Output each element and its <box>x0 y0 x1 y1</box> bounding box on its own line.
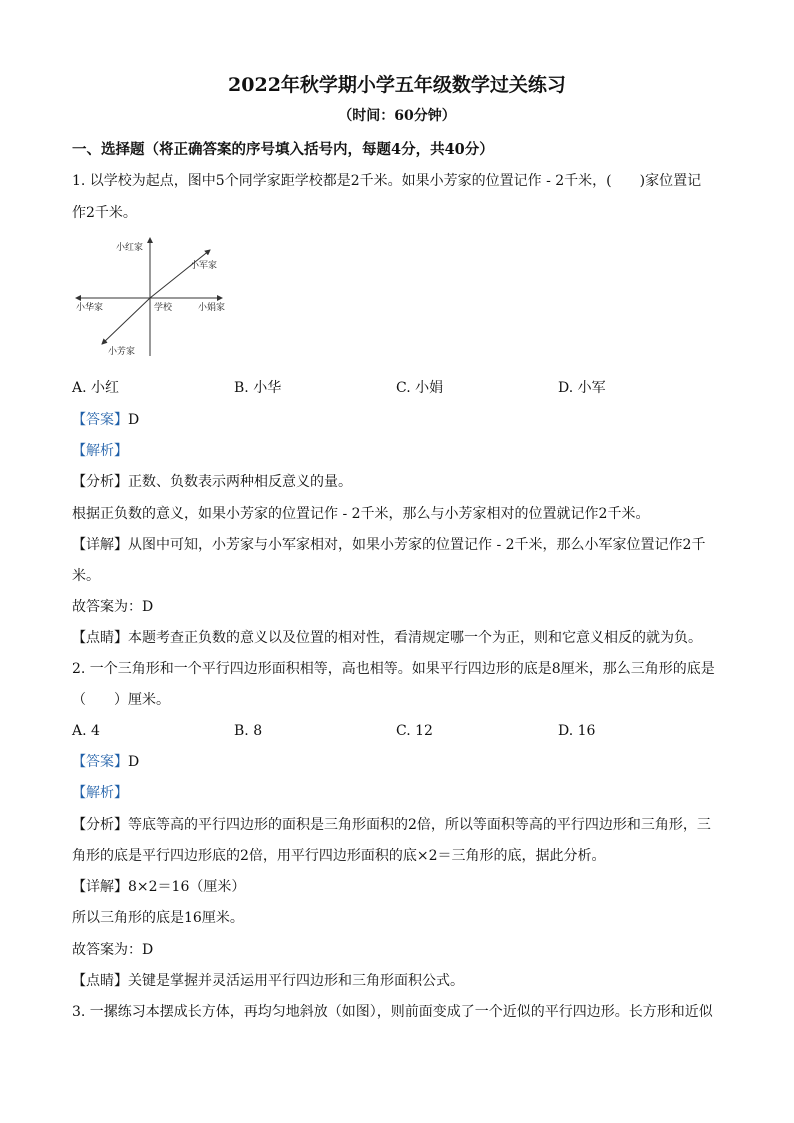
xiangjie-tag: 【详解】 <box>72 537 128 553</box>
q2-xiangjie <box>72 877 245 897</box>
label-fang: 小芳家 <box>108 347 136 357</box>
q2-option-c: C. 12 <box>396 723 433 739</box>
label-juan: 小娟家 <box>198 303 226 313</box>
label-hua: 小华家 <box>76 303 104 313</box>
q2-stem-line1: 2. 一个三角形和一个平行四边形面积相等，高也相等。如果平行四边形的底是8厘米，那么三角形的底是 <box>72 661 715 677</box>
q2-analysis-tag <box>72 783 128 803</box>
q1-conclusion: 故答案为：D <box>72 599 154 615</box>
arrow-upright-jun <box>150 250 210 298</box>
q1-option-c: C. 小娟 <box>396 380 444 396</box>
q1-fenxi-line2: 根据正负数的意义，如果小芳家的位置记作 - 2千米，那么与小芳家相对的位置就记作2千米。 <box>72 506 650 522</box>
answer-value: D <box>128 754 140 770</box>
q1-fenxi <box>72 472 352 492</box>
analysis-tag: 【解析】 <box>72 785 128 801</box>
xiangjie-text: 从图中可知，小芳家与小军家相对，如果小芳家的位置记作 - 2千米，那么小军家位置记作2千 <box>128 537 706 553</box>
answer-value: D <box>128 412 140 428</box>
q1-stem-line1: 1. 以学校为起点，图中5个同学家距学校都是2千米。如果小芳家的位置记作 - 2千米，( )家位置记 <box>72 173 702 189</box>
answer-tag: 【答案】 <box>72 412 128 428</box>
q1-analysis-tag <box>72 441 128 461</box>
dianjing-text: 本题考查正负数的意义以及位置的相对性，看清规定哪一个为正，则和它意义相反的就为负。 <box>128 630 702 646</box>
q2-answer <box>72 752 139 772</box>
xiangjie-tag: 【详解】 <box>72 879 128 895</box>
arrow-downleft-fang <box>102 298 150 344</box>
dianjing-text: 关键是掌握并灵活运用平行四边形和三角形面积公式。 <box>128 973 464 989</box>
time-limit: （时间：60分钟） <box>338 108 456 124</box>
dianjing-tag: 【点睛】 <box>72 630 128 646</box>
q1-answer <box>72 410 139 430</box>
fenxi-text: 正数、负数表示两种相反意义的量。 <box>128 474 352 490</box>
q1-option-d: D. 小军 <box>558 380 606 396</box>
page-title: 2022年秋学期小学五年级数学过关练习 <box>228 74 566 96</box>
label-jun: 小军家 <box>190 261 218 271</box>
q2-option-b: B. 8 <box>234 723 263 739</box>
q2-stem-line2: （ ）厘米。 <box>72 692 170 708</box>
q2-conclusion: 故答案为：D <box>72 942 154 958</box>
fenxi-tag: 【分析】 <box>72 474 128 490</box>
fenxi-tag: 【分析】 <box>72 817 128 833</box>
answer-tag: 【答案】 <box>72 754 128 770</box>
label-school: 学校 <box>154 303 173 313</box>
q1-stem-line2: 作2千米。 <box>72 205 137 221</box>
q3-stem-line1: 3. 一摞练习本摆成长方体，再均匀地斜放（如图），则前面变成了一个近似的平行四边形。长方形和近似 <box>72 1004 713 1020</box>
q2-option-a: A. 4 <box>72 723 100 739</box>
q1-dianjing <box>72 628 702 648</box>
q1-option-b: B. 小华 <box>234 380 282 396</box>
q1-option-a: A. 小红 <box>72 380 120 396</box>
q2-xiangjie-line2: 所以三角形的底是16厘米。 <box>72 910 244 926</box>
analysis-tag: 【解析】 <box>72 443 128 459</box>
q2-fenxi <box>72 815 711 835</box>
q2-fenxi-line2: 角形的底是平行四边形底的2倍，用平行四边形面积的底×2＝三角形的底，据此分析。 <box>72 848 606 864</box>
q1-xiangjie <box>72 535 705 555</box>
xiangjie-text: 8×2＝16（厘米） <box>128 879 246 895</box>
fenxi-text: 等底等高的平行四边形的面积是三角形面积的2倍，所以等面积等高的平行四边形和三角形，三 <box>128 817 711 833</box>
dianjing-tag: 【点睛】 <box>72 973 128 989</box>
section-heading: 一、选择题（将正确答案的序号填入括号内，每题4分，共40分） <box>72 141 494 158</box>
q1-position-figure <box>72 236 232 362</box>
q1-xiangjie-line2: 米。 <box>72 568 100 584</box>
q2-option-d: D. 16 <box>558 723 596 739</box>
q2-dianjing <box>72 971 464 991</box>
label-hong: 小红家 <box>116 243 144 253</box>
